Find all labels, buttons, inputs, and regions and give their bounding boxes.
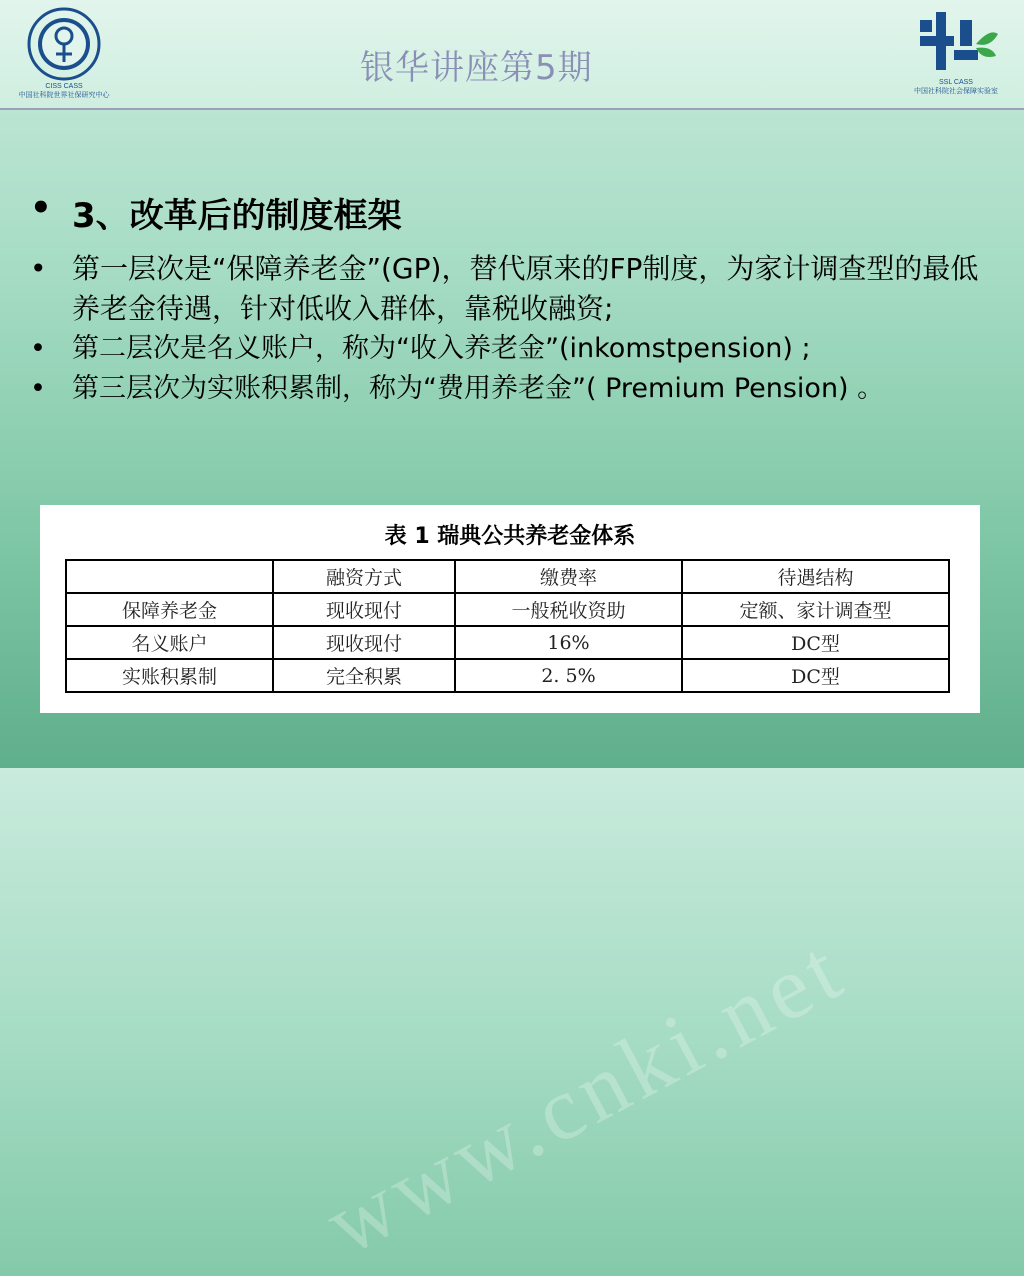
bullet-marker: • — [30, 333, 46, 364]
header-divider — [0, 108, 1024, 110]
bullet-item — [30, 329, 990, 369]
bullet-text: 第三层次为实账积累制，称为“费用养老金”( Premium Pension) 。 — [72, 373, 885, 404]
bullet-text: 第一层次是“保障养老金”(GP)，替代原来的FP制度，为家计调查型的最低养老金待遇，针对低收入群体，靠税收融资; — [72, 252, 979, 325]
left-logo-caption-1: CISS CASS — [45, 83, 83, 90]
page-title: 银华讲座第5期 — [360, 48, 593, 88]
right-logo-caption-1: SSL CASS — [939, 79, 973, 86]
ciss-emblem-icon — [18, 6, 110, 82]
table-cell: 保障养老金 — [66, 593, 273, 626]
slide-header — [0, 0, 1024, 108]
table-cell: 完全积累 — [273, 659, 455, 692]
table-row — [66, 593, 949, 626]
table-cell: 现收现付 — [273, 593, 455, 626]
table-header-cell: 融资方式 — [273, 560, 455, 593]
pension-table-figure — [40, 505, 980, 1275]
table-cell: 现收现付 — [273, 626, 455, 659]
table-cell: 16% — [455, 626, 682, 659]
bullet-marker: • — [30, 373, 46, 404]
bullet-marker: • — [30, 188, 52, 228]
table-row — [66, 659, 949, 692]
table-header-cell: 缴费率 — [455, 560, 682, 593]
table-cell: 名义账户 — [66, 626, 273, 659]
table-header-row — [66, 560, 949, 593]
table-row — [66, 626, 949, 659]
ssl-logo — [906, 8, 1006, 104]
bullet-item — [30, 369, 990, 409]
table-cell: DC型 — [682, 626, 949, 659]
bullet-list — [30, 188, 990, 409]
left-logo-caption-2: 中国社科院世界社保研究中心 — [18, 92, 110, 99]
table-header-cell — [66, 560, 273, 593]
table-cell: 定额、家计调查型 — [682, 593, 949, 626]
table-header-cell: 待遇结构 — [682, 560, 949, 593]
table-cell: 实账积累制 — [66, 659, 273, 692]
bullet-heading — [30, 188, 990, 237]
bullet-marker: • — [30, 252, 47, 285]
table-cell: DC型 — [682, 659, 949, 692]
pension-table — [65, 559, 950, 693]
table-title: 表 1 瑞典公共养老金体系 — [384, 524, 636, 549]
table-cell: 一般税收资助 — [455, 593, 682, 626]
ciss-logo — [18, 6, 110, 106]
table-cell: 2. 5% — [455, 659, 682, 692]
ssl-emblem-icon — [906, 8, 1006, 78]
right-logo-caption-2: 中国社科院社会保障实验室 — [914, 88, 998, 95]
watermark: www.cnki.net — [310, 918, 861, 1275]
bullet-text: 3、改革后的制度框架 — [72, 196, 402, 236]
bullet-text: 第二层次是名义账户，称为“收入养老金”(inkomstpension) ; — [72, 333, 811, 364]
bullet-item — [30, 249, 990, 329]
